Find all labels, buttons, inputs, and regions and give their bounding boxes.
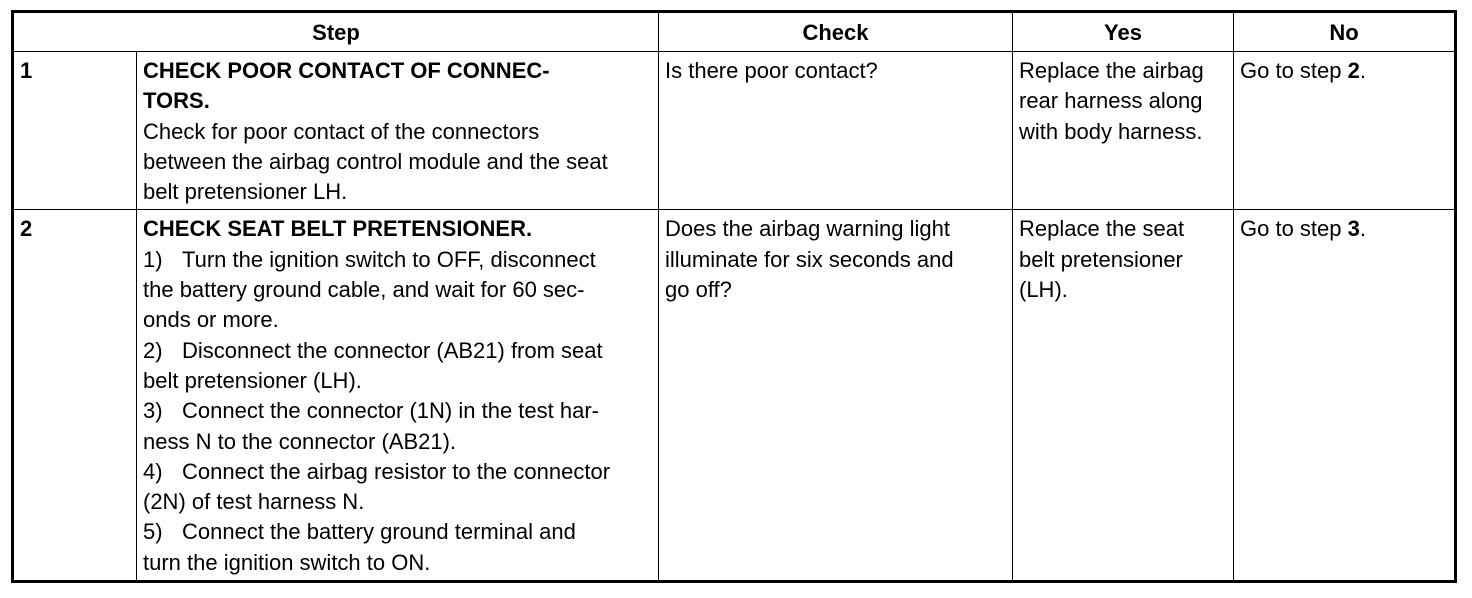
step-title-line: TORS. [143,88,210,114]
substep [143,457,654,487]
diagnostic-table [11,10,1457,583]
step-text-line: between the airbag control module and the seat [143,148,608,174]
substep-line: Connect the connector (1N) in the test har- [182,398,599,424]
substep-number: 3) [143,398,163,424]
substep-line: (2N) of test harness N. [143,489,365,515]
no-prefix: Go to step [1240,58,1348,83]
yes-text-line: with body harness. [1019,118,1203,144]
substep-number: 5) [143,519,163,545]
step-description [137,52,659,210]
step-number-text: 1 [20,58,33,83]
header-step: Step [13,12,659,52]
substep-line: ness N to the connector (AB21). [143,428,457,454]
header-yes: Yes [1013,12,1234,52]
substep-line: Disconnect the connector (AB21) from seat [182,337,603,363]
no-step-number: 2 [1347,58,1360,83]
table-row [13,52,1456,210]
step-number [13,52,137,210]
check-text-line: go off? [665,277,732,303]
substep-number: 2) [143,337,163,363]
check-text-line: Does the airbag warning light [665,216,950,242]
substep-line: onds or more. [143,307,279,333]
yes-cell [1013,52,1234,210]
substep [143,245,654,275]
no-cell [1234,210,1456,582]
substep-line: the battery ground cable, and wait for 60 sec- [143,277,585,303]
header-row [13,12,1456,52]
check-cell [659,52,1013,210]
header-check: Check [659,12,1013,52]
step-number [13,210,137,582]
substep-number: 4) [143,458,163,484]
no-step-number: 3 [1347,216,1360,242]
check-text-line: Is there poor contact? [665,58,878,83]
no-suffix: . [1359,216,1366,242]
step-text-line: belt pretensioner LH. [143,179,348,205]
substep [143,517,654,547]
header-no: No [1234,12,1456,52]
yes-cell [1013,210,1234,582]
table-row [13,210,1456,582]
substep-number: 1) [143,246,163,272]
step-number-text: 2 [20,216,33,242]
yes-text-line: belt pretensioner [1019,246,1183,272]
step-title-line: CHECK POOR CONTACT OF CONNEC- [143,58,550,83]
no-prefix: Go to step [1240,216,1348,242]
step-title-line: CHECK SEAT BELT PRETENSIONER. [143,216,533,242]
check-text-line: illuminate for six seconds and [665,246,954,272]
step-text-line: Check for poor contact of the connectors [143,118,540,144]
check-cell [659,210,1013,582]
substep [143,336,654,366]
no-cell [1234,52,1456,210]
yes-text-line: (LH). [1019,277,1068,303]
substep-line: Connect the airbag resistor to the connector [182,458,611,484]
yes-text-line: Replace the airbag [1019,58,1204,83]
yes-text-line: Replace the seat [1019,216,1185,242]
substep-line: Connect the battery ground terminal and [182,519,576,545]
substep [143,396,654,426]
no-suffix: . [1359,58,1366,83]
substep-line: belt pretensioner (LH). [143,367,362,393]
yes-text-line: rear harness along [1019,88,1203,114]
substep-line: turn the ignition switch to ON. [143,549,431,575]
step-description [137,210,659,582]
substep-line: Turn the ignition switch to OFF, disconnect [182,246,596,272]
